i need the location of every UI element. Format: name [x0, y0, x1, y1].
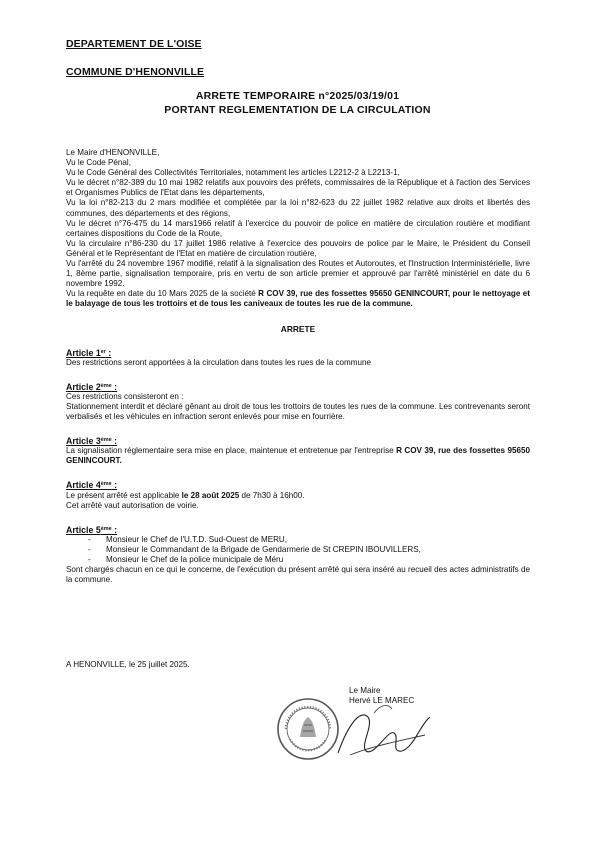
article-5-heading: Article 5ème :	[66, 524, 118, 535]
place-date: A HENONVILLE, le 25 juillet 2025.	[66, 660, 190, 669]
document-body	[66, 148, 530, 585]
commune-heading: COMMUNE D'HENONVILLE	[66, 66, 205, 78]
article-4-authorization: Cet arrêté vaut autorisation de voirie.	[66, 500, 199, 510]
article-1-heading: Article 1er :	[66, 347, 112, 358]
signatory-name: Hervé LE MAREC	[349, 696, 415, 705]
arrete-subtitle: PORTANT REGLEMENTATION DE LA CIRCULATION	[164, 104, 431, 116]
preamble-line: Vu le décret n°82-389 du 10 mai 1982 relatifs aux pouvoirs des préfets, commissaires de la République et à l'action des Services et Organismes Publics de l'Etat dans les départements,	[66, 178, 530, 198]
article-4-heading: Article 4ème :	[66, 480, 118, 491]
preamble-line: Vu l'arrêté du 24 novembre 1967 modifié, relatif à la signalisation des Routes et Autoroutes, et l'Instruction Interministérielle, livre 1, 8ème partie, signalisation temporaire, pris en vertu de son article premier et approuvé par l'arrêté ministériel en date du 6 novembre 1992.	[66, 259, 530, 289]
article-3-text: La signalisation réglementaire sera mise en place, maintenue et entretenue par l'entreprise R COV 39, rue des fossettes 95650 GENINCOURT.	[66, 446, 531, 466]
article-5-closing: Sont chargés chacun en ce qui le concerne, de l'exécution du présent arrêté qui sera inséré au recueil des actes administratifs de la commune.	[66, 565, 530, 585]
list-item: - Monsieur le Chef de la police municipale de Méru	[66, 555, 530, 565]
article-2-heading: Article 2ème :	[66, 381, 118, 392]
article-2-intro: Ces restrictions consisteront en :	[66, 391, 184, 401]
list-item: - Monsieur le Chef de l'U.T.D. Sud-Ouest de MERU,	[66, 535, 530, 545]
request-text: Vu la requête en date du 10 Mars 2025 de la société	[66, 289, 259, 299]
handwritten-signature	[330, 695, 440, 770]
article-3-heading: Article 3ème :	[66, 436, 118, 447]
request-company: R COV 39, rue des fossettes 95650 GENINCOURT, pour le nettoyage et le balayage de tous les trottoirs et de tous les caniveaux de toutes les rue de la commune.	[66, 289, 530, 309]
article-4-text: Le présent arrêté est applicable le 28 août 2025 de 7h30 à 16h00.	[66, 490, 305, 500]
departement-heading: DEPARTEMENT DE L'OISE	[66, 38, 202, 50]
signatory-role: Le Maire	[349, 686, 381, 695]
preamble-line: Vu le décret n°76-475 du 14 mars1966 relatif à l'exercice du pouvoir de police en matière de circulation routière et modifiant certaines dispositions du Code de la Route,	[66, 218, 530, 238]
preamble-line: Vu le Code Pénal,	[66, 158, 131, 168]
request-line	[66, 289, 530, 309]
arrete-heading: ARRETE	[280, 323, 316, 334]
list-item: - Monsieur le Commandant de la Brigade de Gendarmerie de St CREPIN IBOUVILLERS,	[66, 545, 530, 555]
preamble-line: Vu la circulaire n°86-230 du 17 juillet 1986 relative à l'exercice des pouvoirs de police par le Maire, le Président du Conseil Général et le Représentant de l'Etat en matière de circulation routière,	[66, 238, 530, 258]
preamble-line: Vu le Code Général des Collectivités Territoriales, notamment les articles L2212-2 à L2213-1,	[66, 168, 400, 178]
preamble-line: Le Maire d'HENONVILLE,	[66, 148, 160, 157]
article-5-list	[66, 535, 530, 565]
arrete-title: ARRETE TEMPORAIRE n°2025/03/19/01	[195, 90, 400, 102]
preamble-line: Vu la loi n°82-213 du 2 mars modifiée et complétée par la loi n°82-623 du 22 juillet 1982 relative aux droits et libertés des communes, des départements et des régions,	[66, 198, 530, 218]
preamble	[66, 148, 530, 310]
article-1-text: Des restrictions seront apportées à la circulation dans toutes les rues de la commune	[66, 357, 372, 367]
article-2-text: Stationnement interdit et déclaré gênant au droit de tous les trottoirs de toutes les rues de la commune. Les contrevenants seront verbalisés et les véhicules en infraction seront enlevés pour mise en fourrière.	[66, 401, 530, 422]
